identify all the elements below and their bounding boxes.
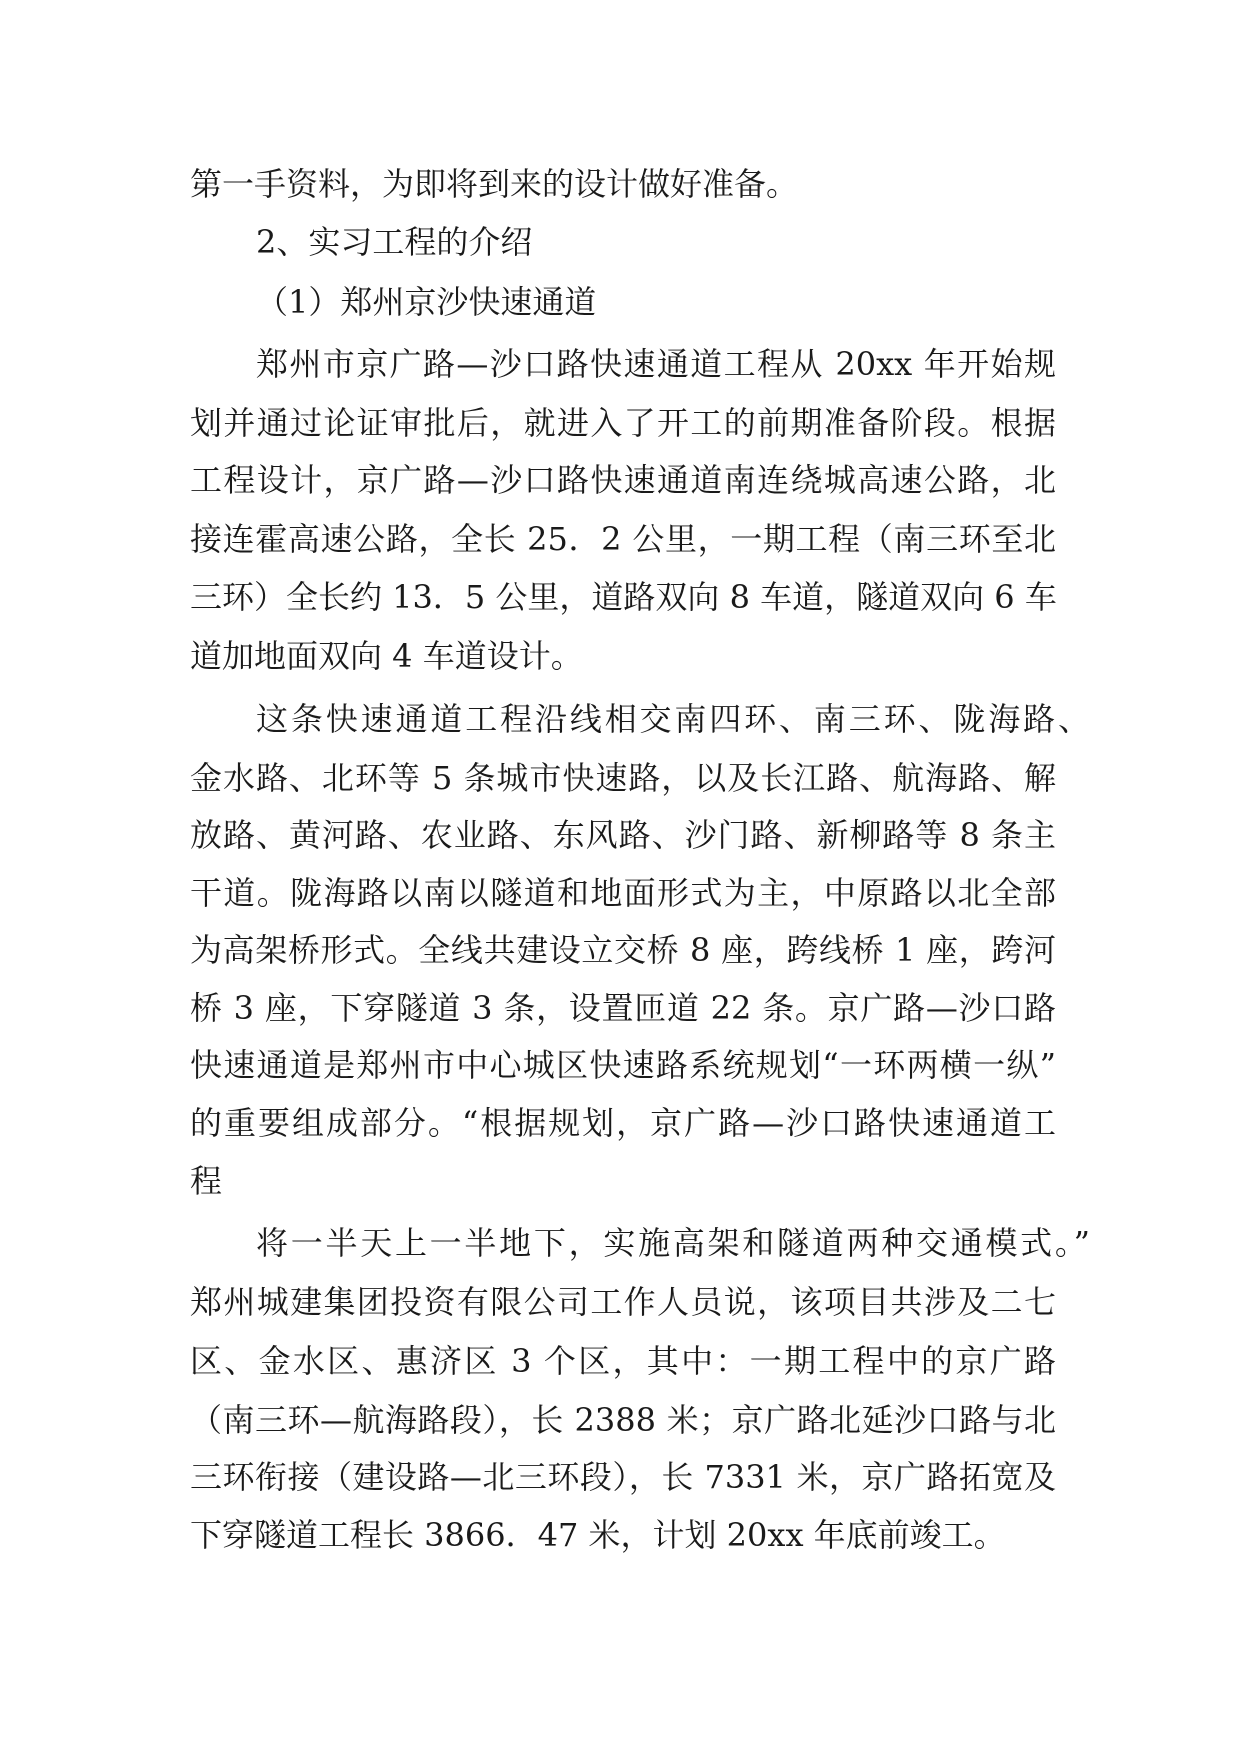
body-text-line: 快速通道是郑州市中心城区快速路系统规划“一环两横一纵” [190, 1046, 1056, 1084]
body-text-line: 桥 3 座，下穿隧道 3 条，设置匝道 22 条。京广路—沙口路 [190, 989, 1056, 1027]
subsection-heading: （1）郑州京沙快速通道 [256, 283, 597, 321]
body-text-line: 三环）全长约 13．5 公里，道路双向 8 车道，隧道双向 6 车 [190, 578, 1057, 616]
body-text-line: 放路、黄河路、农业路、东风路、沙门路、新柳路等 8 条主 [190, 816, 1056, 854]
body-text-line: 郑州市京广路—沙口路快速通道工程从 20xx 年开始规 [256, 345, 1056, 383]
body-text-line: 金水路、北环等 5 条城市快速路，以及长江路、航海路、解 [190, 759, 1056, 797]
body-text-line: 这条快速通道工程沿线相交南四环、南三环、陇海路、 [256, 700, 1090, 738]
body-text-line: 划并通过论证审批后，就进入了开工的前期准备阶段。根据 [190, 404, 1056, 442]
body-text-line: 接连霍高速公路，全长 25．2 公里，一期工程（南三环至北 [190, 520, 1056, 558]
body-text-line: 工程设计，京广路—沙口路快速通道南连绕城高速公路，北 [190, 461, 1056, 499]
body-text-line: 下穿隧道工程长 3866．47 米，计划 20xx 年底前竣工。 [190, 1516, 1006, 1554]
body-text-line: 区、金水区、惠济区 3 个区，其中：一期工程中的京广路 [190, 1342, 1056, 1380]
body-text-line: 三环衔接（建设路—北三环段），长 7331 米，京广路拓宽及 [190, 1458, 1056, 1496]
body-text-line: 干道。陇海路以南以隧道和地面形式为主，中原路以北全部 [190, 874, 1056, 912]
body-text-line: 将一半天上一半地下，实施高架和隧道两种交通模式。” [256, 1224, 1090, 1262]
body-text-line: 道加地面双向 4 车道设计。 [190, 637, 583, 675]
body-text-line: （南三环—航海路段），长 2388 米；京广路北延沙口路与北 [190, 1401, 1056, 1439]
section-heading: 2、实习工程的介绍 [256, 223, 533, 261]
body-text-line: 第一手资料，为即将到来的设计做好准备。 [190, 165, 799, 203]
body-text-line: 的重要组成部分。“根据规划，京广路—沙口路快速通道工 [190, 1104, 1056, 1142]
body-text-line: 郑州城建集团投资有限公司工作人员说，该项目共涉及二七 [190, 1283, 1056, 1321]
body-text-line: 为高架桥形式。全线共建设立交桥 8 座，跨线桥 1 座，跨河 [190, 931, 1056, 969]
body-text-line: 程 [190, 1162, 223, 1200]
